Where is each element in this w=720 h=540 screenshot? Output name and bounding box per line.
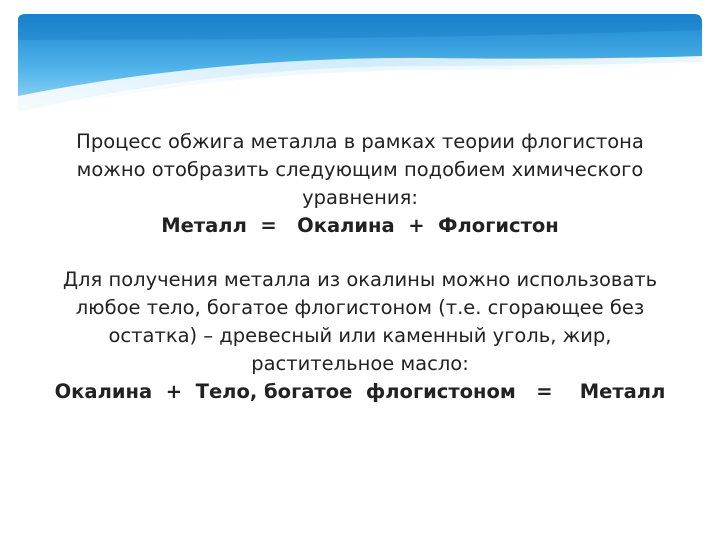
header-wave-banner xyxy=(0,0,720,120)
slide-content xyxy=(40,128,680,406)
equation-metal-calx-phlogiston: Металл = Окалина + Флогистон xyxy=(161,214,559,237)
paragraph-phlogiston-process: Процесс обжига металла в рамках теории флогистона можно отобразить следующим подобием химического уравнения: xyxy=(76,130,644,209)
equation-calx-body-metal: Окалина + Тело, богатое флогистоном = Металл xyxy=(54,380,666,403)
spacer xyxy=(40,240,680,266)
paragraph-metal-recovery: Для получения металла из окалины можно использовать любое тело, богатое флогистоном (т.е. сгорающее без остатка) – древесный или каменный уголь, жир, растительное масло: xyxy=(62,268,658,375)
